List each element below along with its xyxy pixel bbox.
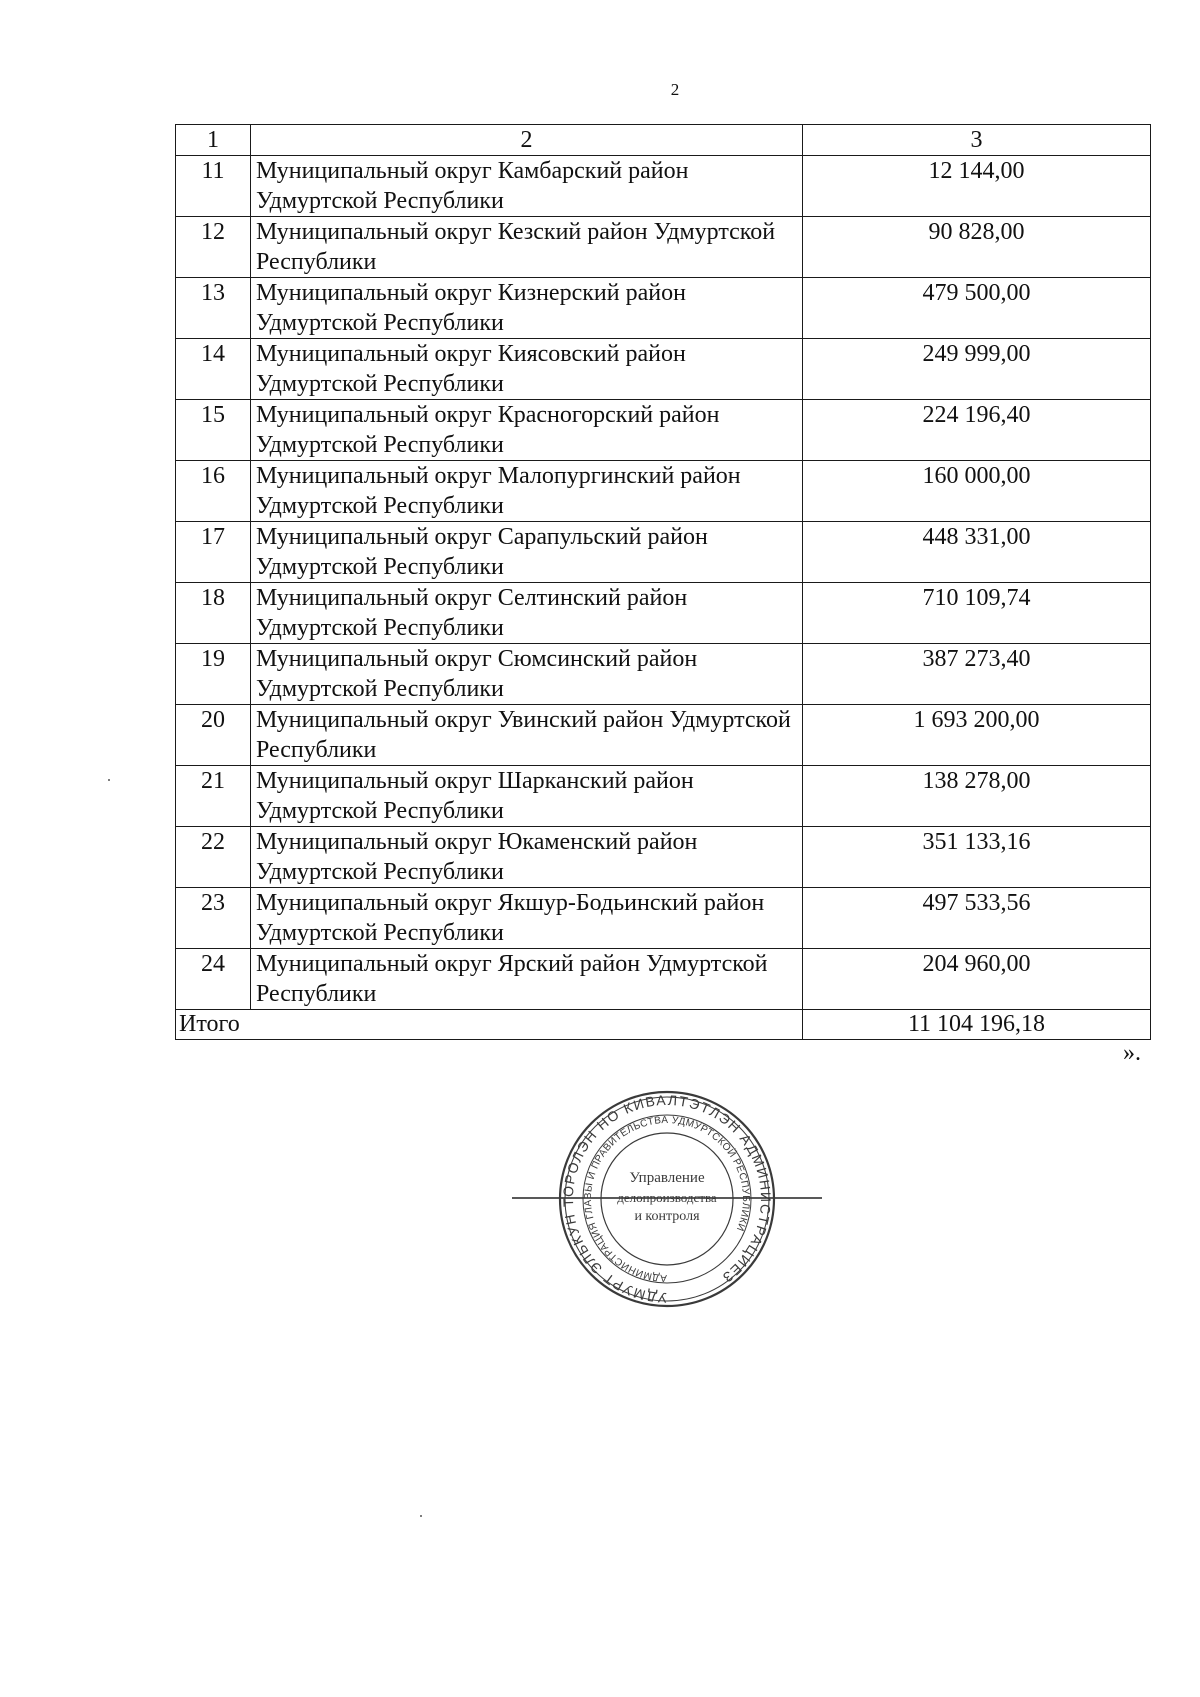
table-header-row (176, 125, 1151, 156)
municipality-name-cell: Муниципальный округ Кезский район Удмуртской Республики (251, 217, 803, 278)
amount-cell: 249 999,00 (803, 339, 1151, 400)
table-row (176, 461, 1151, 522)
row-number-cell: 20 (176, 705, 251, 766)
row-number-cell: 16 (176, 461, 251, 522)
amount-cell: 448 331,00 (803, 522, 1151, 583)
total-amount: 11 104 196,18 (803, 1010, 1151, 1040)
closing-quote: ». (1123, 1040, 1141, 1066)
amount-cell: 12 144,00 (803, 156, 1151, 217)
table-row (176, 888, 1151, 949)
row-number-cell: 23 (176, 888, 251, 949)
amount-cell: 224 196,40 (803, 400, 1151, 461)
table-row (176, 583, 1151, 644)
stamp-center-line-2: делопроизводства (617, 1190, 717, 1205)
row-number-cell: 17 (176, 522, 251, 583)
row-number-cell: 11 (176, 156, 251, 217)
amount-cell: 351 133,16 (803, 827, 1151, 888)
row-number-cell: 13 (176, 278, 251, 339)
amount-cell: 90 828,00 (803, 217, 1151, 278)
amount-cell: 138 278,00 (803, 766, 1151, 827)
amount-cell: 160 000,00 (803, 461, 1151, 522)
table-row (176, 339, 1151, 400)
row-number-cell: 18 (176, 583, 251, 644)
header-cell-1: 1 (176, 125, 251, 156)
header-cell-2: 2 (251, 125, 803, 156)
total-label: Итого (176, 1010, 803, 1040)
official-stamp (512, 1079, 822, 1319)
municipality-name-cell: Муниципальный округ Киясовский район Удмуртской Республики (251, 339, 803, 400)
row-number-cell: 22 (176, 827, 251, 888)
stamp-center-line-3: и контроля (634, 1209, 700, 1224)
amount-cell: 387 273,40 (803, 644, 1151, 705)
table-row (176, 705, 1151, 766)
table-row (176, 644, 1151, 705)
scan-speck (420, 1515, 422, 1517)
table-row (176, 827, 1151, 888)
amount-cell: 479 500,00 (803, 278, 1151, 339)
municipality-name-cell: Муниципальный округ Селтинский район Удмуртской Республики (251, 583, 803, 644)
table-row (176, 766, 1151, 827)
amount-cell: 710 109,74 (803, 583, 1151, 644)
municipality-name-cell: Муниципальный округ Шарканский район Удмуртской Республики (251, 766, 803, 827)
row-number-cell: 15 (176, 400, 251, 461)
row-number-cell: 12 (176, 217, 251, 278)
municipality-name-cell: Муниципальный округ Камбарский район Удмуртской Республики (251, 156, 803, 217)
row-number-cell: 21 (176, 766, 251, 827)
municipality-name-cell: Муниципальный округ Сюмсинский район Удмуртской Республики (251, 644, 803, 705)
stamp-outer-text: УДМУРТ ЭЛЬКУН ТОРОЛЭН НО КИВАЛТЭТЛЭН АДМИНИСТРАЦИЕЗ (559, 1091, 775, 1307)
municipality-name-cell: Муниципальный округ Кизнерский район Удмуртской Республики (251, 278, 803, 339)
table-row (176, 522, 1151, 583)
amount-cell: 1 693 200,00 (803, 705, 1151, 766)
page-number: 2 (670, 80, 680, 99)
municipality-name-cell: Муниципальный округ Увинский район Удмуртской Республики (251, 705, 803, 766)
scan-speck (108, 779, 110, 781)
row-number-cell: 19 (176, 644, 251, 705)
municipality-name-cell: Муниципальный округ Ярский район Удмуртской Республики (251, 949, 803, 1010)
table-row (176, 278, 1151, 339)
table-body (176, 125, 1151, 1040)
stamp-center-line-1: Управление (629, 1170, 705, 1186)
header-cell-3: 3 (803, 125, 1151, 156)
municipality-name-cell: Муниципальный округ Юкаменский район Удмуртской Республики (251, 827, 803, 888)
row-number-cell: 14 (176, 339, 251, 400)
table-row (176, 156, 1151, 217)
municipality-name-cell: Муниципальный округ Красногорский район Удмуртской Республики (251, 400, 803, 461)
table-row (176, 949, 1151, 1010)
municipality-name-cell: Муниципальный округ Сарапульский район Удмуртской Республики (251, 522, 803, 583)
total-row (176, 1010, 1151, 1040)
municipality-name-cell: Муниципальный округ Малопургинский район Удмуртской Республики (251, 461, 803, 522)
table-row (176, 400, 1151, 461)
amount-cell: 204 960,00 (803, 949, 1151, 1010)
municipality-name-cell: Муниципальный округ Якшур-Бодьинский район Удмуртской Республики (251, 888, 803, 949)
table-row (176, 217, 1151, 278)
amount-cell: 497 533,56 (803, 888, 1151, 949)
row-number-cell: 24 (176, 949, 251, 1010)
allocation-table (175, 124, 1151, 1040)
stamp-inner-text: АДМИНИСТРАЦИЯ ГЛАВЫ И ПРАВИТЕЛЬСТВА УДМУРТСКОЙ РЕСПУБЛИКИ (582, 1114, 752, 1284)
